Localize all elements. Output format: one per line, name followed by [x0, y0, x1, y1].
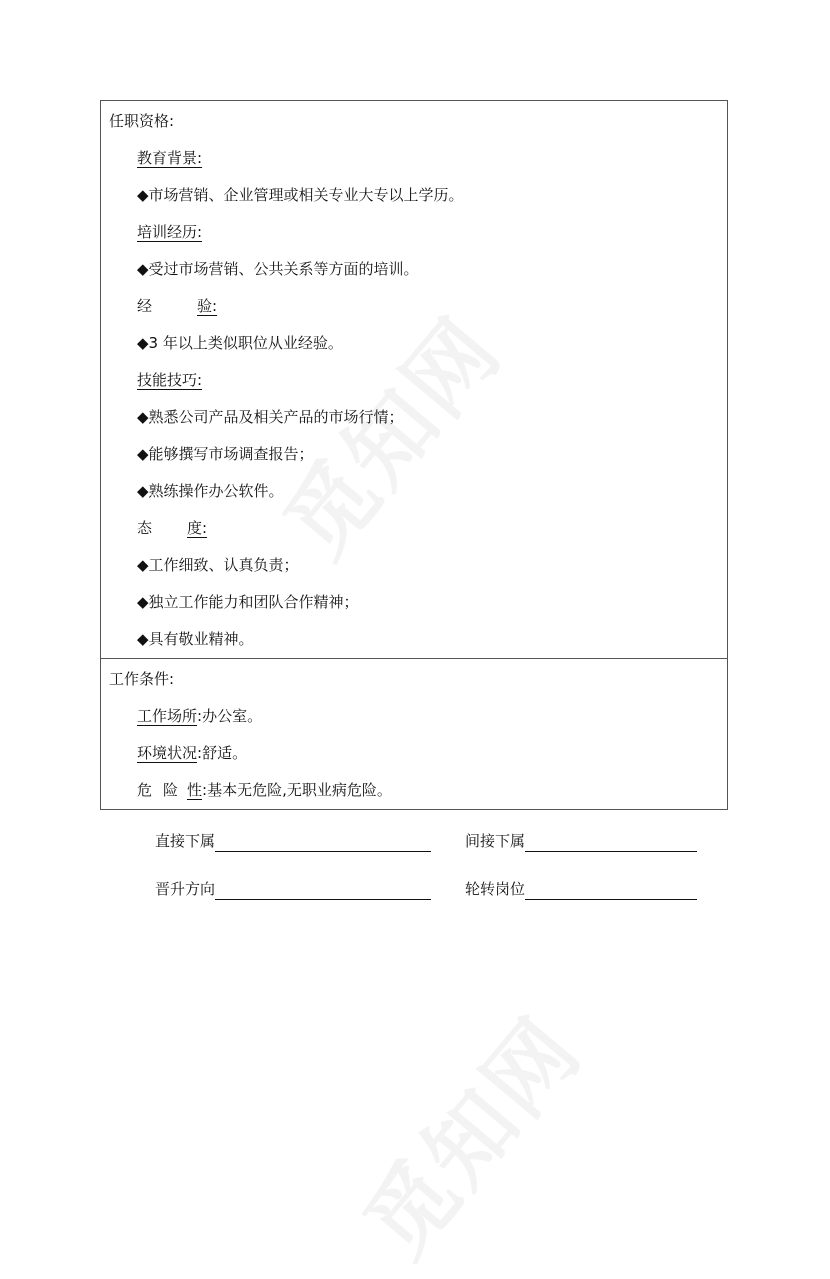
watermark	[331, 987, 605, 1279]
education-heading	[101, 146, 727, 183]
rotation-field[interactable]	[525, 879, 697, 900]
promotion-label: 晋升方向	[155, 880, 216, 898]
environment-label: 环境状况	[137, 744, 198, 762]
experience-heading-text	[137, 297, 217, 315]
indirect-reports-label: 间接下属	[465, 832, 526, 850]
attitude-heading-text	[137, 519, 207, 537]
skills-heading-text: 技能技巧:	[137, 371, 203, 389]
environment-row	[101, 741, 727, 778]
training-item: ◆受过市场营销、公共关系等方面的培训。	[137, 260, 419, 278]
training-heading	[101, 220, 727, 257]
experience-heading-a: 经	[137, 297, 153, 315]
skills-item: ◆熟练操作办公软件。	[137, 482, 284, 500]
education-heading-text: 教育背景:	[137, 149, 203, 167]
risk-label	[137, 781, 202, 799]
risk-label-b: 险	[163, 781, 179, 799]
skills-item: ◆熟悉公司产品及相关产品的市场行情；	[137, 408, 404, 426]
promotion-row	[155, 878, 431, 904]
experience-heading-b: 验:	[197, 297, 218, 315]
risk-value: :基本无危险,无职业病危险。	[202, 781, 392, 799]
conditions-title: 工作条件:	[109, 670, 175, 688]
risk-row	[101, 778, 727, 815]
qualifications-section	[101, 101, 727, 658]
attitude-heading-a: 态	[137, 519, 153, 537]
attitude-heading	[101, 516, 727, 553]
experience-item: ◆3 年以上类似职位从业经验。	[137, 334, 343, 352]
attitude-item: ◆独立工作能力和团队合作精神；	[137, 593, 359, 611]
workplace-label: 工作场所	[137, 707, 198, 725]
education-item: ◆市场营销、企业管理或相关专业大专以上学历。	[137, 186, 464, 204]
job-description-table	[100, 100, 728, 810]
attitude-item: ◆具有敬业精神。	[137, 630, 254, 648]
training-heading-text: 培训经历:	[137, 223, 203, 241]
risk-label-a: 危	[137, 781, 153, 799]
attitude-heading-b: 度:	[187, 519, 208, 537]
direct-reports-row	[155, 830, 431, 856]
direct-reports-label: 直接下属	[155, 832, 216, 850]
workplace-row	[101, 704, 727, 741]
direct-reports-field[interactable]	[215, 831, 431, 852]
skills-heading	[101, 368, 727, 405]
qualifications-title: 任职资格:	[109, 112, 175, 130]
skills-item: ◆能够撰写市场调查报告；	[137, 445, 314, 463]
attitude-item: ◆工作细致、认真负责；	[137, 556, 299, 574]
environment-value: :舒适。	[197, 744, 248, 762]
experience-heading	[101, 294, 727, 331]
indirect-reports-field[interactable]	[525, 831, 697, 852]
risk-label-c: 性	[187, 781, 203, 799]
conditions-section	[101, 658, 727, 809]
promotion-field[interactable]	[215, 879, 431, 900]
workplace-value: :办公室。	[197, 707, 263, 725]
rotation-row	[465, 878, 697, 904]
indirect-reports-row	[465, 830, 697, 856]
rotation-label: 轮转岗位	[465, 880, 526, 898]
